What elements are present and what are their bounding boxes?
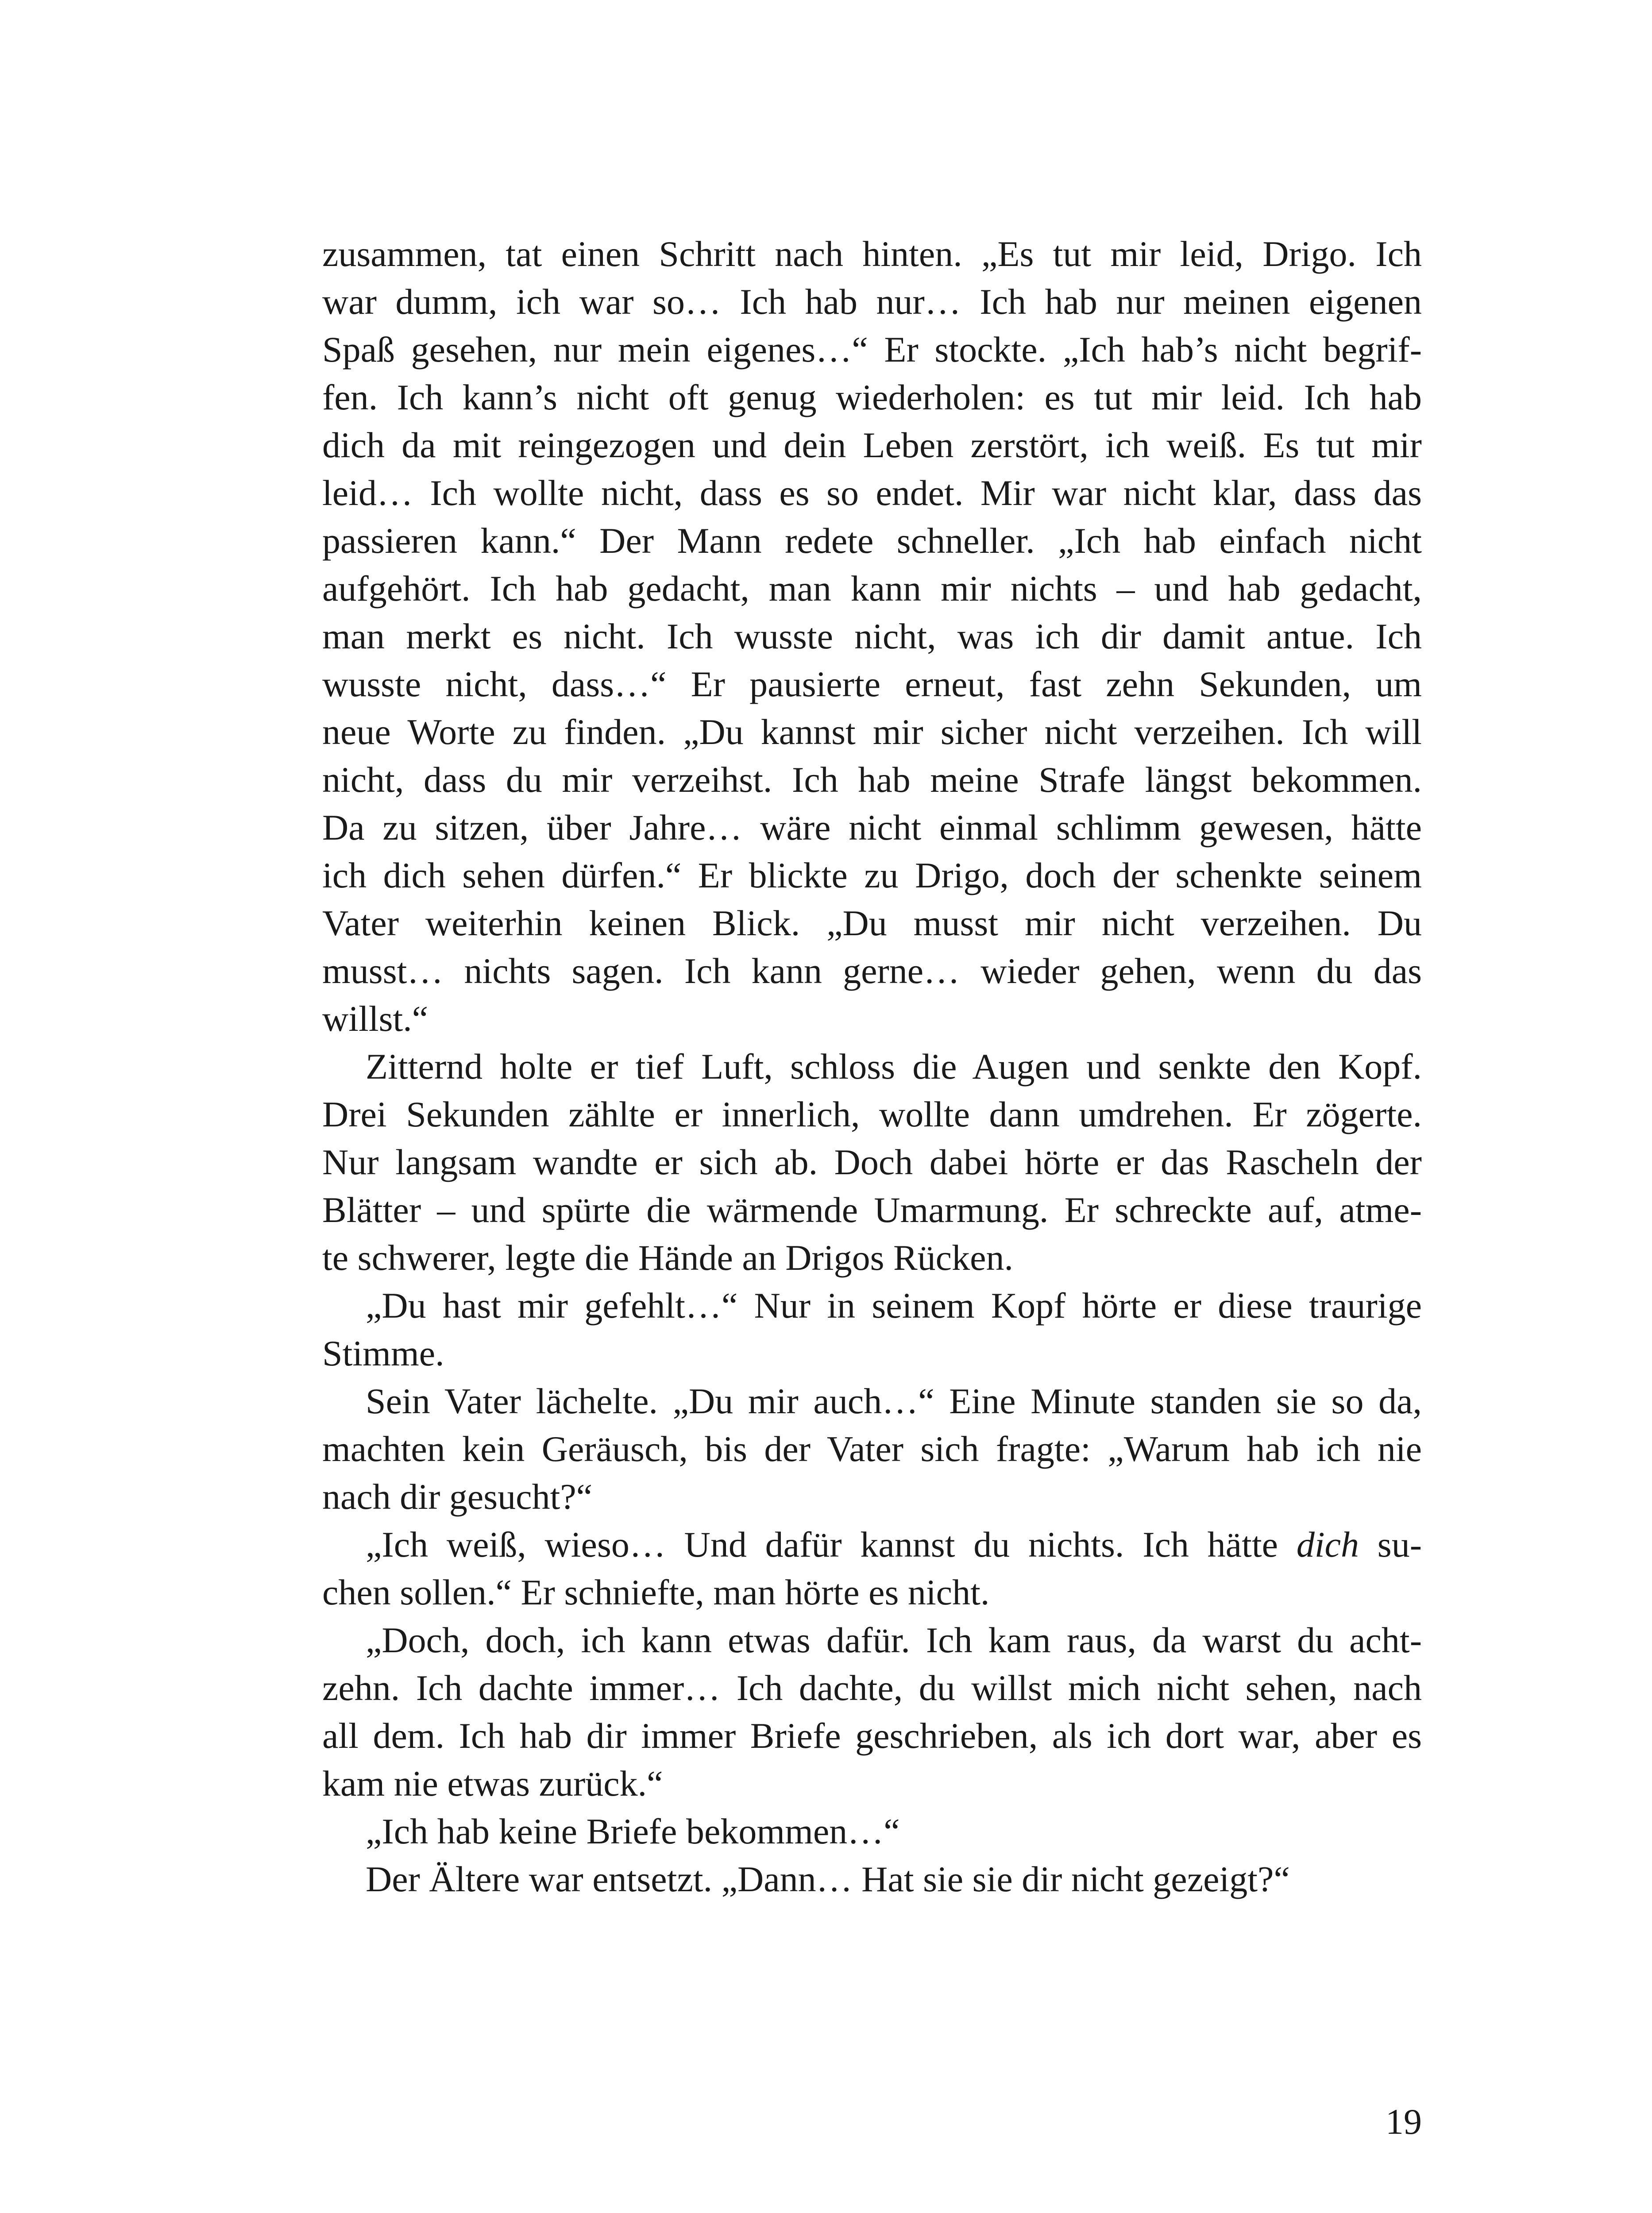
text-line: fen. Ich kann’s nicht oft genug wiederholen: es tut mir leid. Ich hab xyxy=(322,377,1422,417)
text-line: Der Ältere war entsetzt. „Dann… Hat sie sie dir nicht gezeigt?“ xyxy=(366,1859,1290,1899)
paragraph-6 xyxy=(322,1616,1422,1808)
text-line: chen sollen.“ Er schniefte, man hörte es nicht. xyxy=(322,1572,990,1612)
text-line: passieren kann.“ Der Mann redete schneller. „Ich hab einfach nicht xyxy=(322,520,1422,561)
text-fragment: su- xyxy=(1359,1524,1422,1565)
page-number: 19 xyxy=(1386,2101,1422,2142)
text-line: war dumm, ich war so… Ich hab nur… Ich hab nur meinen eigenen xyxy=(322,281,1422,322)
text-line: Stimme. xyxy=(322,1333,444,1373)
text-line: zehn. Ich dachte immer… Ich dachte, du willst mich nicht sehen, nach xyxy=(322,1668,1422,1708)
paragraph-1 xyxy=(322,230,1422,1043)
paragraph-7 xyxy=(322,1808,1422,1855)
text-line: dich da mit reingezogen und dein Leben zerstört, ich weiß. Es tut mir xyxy=(322,425,1422,465)
text-line: „Doch, doch, ich kann etwas dafür. Ich kam raus, da warst du acht- xyxy=(366,1620,1422,1660)
text-line: wusste nicht, dass…“ Er pausierte erneut, fast zehn Sekunden, um xyxy=(322,664,1422,704)
text-line: Da zu sitzen, über Jahre… wäre nicht einmal schlimm gewesen, hätte xyxy=(322,807,1422,848)
text-line: kam nie etwas zurück.“ xyxy=(322,1763,663,1804)
text-line: Blätter – und spürte die wärmende Umarmung. Er schreckte auf, atme- xyxy=(322,1190,1422,1230)
text-line xyxy=(322,1521,1422,1569)
text-line: te schwerer, legte die Hände an Drigos Rücken. xyxy=(322,1238,1013,1278)
paragraph-3 xyxy=(322,1282,1422,1377)
text-line: musst… nichts sagen. Ich kann gerne… wieder gehen, wenn du das xyxy=(322,951,1422,991)
text-line: man merkt es nicht. Ich wusste nicht, was ich dir damit antue. Ich xyxy=(322,616,1422,656)
text-line: willst.“ xyxy=(322,999,428,1039)
paragraph-8 xyxy=(322,1855,1422,1903)
italic-word: dich xyxy=(1296,1524,1359,1565)
text-line: Zitternd holte er tief Luft, schloss die Augen und senkte den Kopf. xyxy=(366,1046,1422,1087)
text-line: leid… Ich wollte nicht, dass es so endet. Mir war nicht klar, dass das xyxy=(322,473,1422,513)
text-fragment: „Ich weiß, wieso… Und dafür kannst du nichts. Ich hätte xyxy=(366,1524,1297,1565)
text-line: neue Worte zu finden. „Du kannst mir sicher nicht verzeihen. Ich will xyxy=(322,712,1422,752)
text-line: all dem. Ich hab dir immer Briefe geschrieben, als ich dort war, aber es xyxy=(322,1716,1422,1756)
text-line: zusammen, tat einen Schritt nach hinten. „Es tut mir leid, Drigo. Ich xyxy=(322,234,1422,274)
text-line: Spaß gesehen, nur mein eigenes…“ Er stockte. „Ich hab’s nicht begrif- xyxy=(322,329,1422,370)
paragraph-5 xyxy=(322,1521,1422,1616)
paragraph-4 xyxy=(322,1377,1422,1521)
text-line: Drei Sekunden zählte er innerlich, wollte dann umdrehen. Er zögerte. xyxy=(322,1094,1422,1134)
text-line: nicht, dass du mir verzeihst. Ich hab meine Strafe längst bekommen. xyxy=(322,760,1422,800)
text-line: machten kein Geräusch, bis der Vater sich fragte: „Warum hab ich nie xyxy=(322,1429,1422,1469)
text-line: „Ich hab keine Briefe bekommen…“ xyxy=(366,1811,900,1851)
text-line: ich dich sehen dürfen.“ Er blickte zu Drigo, doch der schenkte seinem xyxy=(322,855,1422,895)
paragraph-2 xyxy=(322,1043,1422,1282)
text-line: Nur langsam wandte er sich ab. Doch dabei hörte er das Rascheln der xyxy=(322,1142,1422,1182)
text-line: nach dir gesucht?“ xyxy=(322,1477,593,1517)
body-text xyxy=(322,230,1422,1903)
text-line: Vater weiterhin keinen Blick. „Du musst mir nicht verzeihen. Du xyxy=(322,903,1422,943)
text-line: Sein Vater lächelte. „Du mir auch…“ Eine Minute standen sie so da, xyxy=(366,1381,1422,1421)
text-line: „Du hast mir gefehlt…“ Nur in seinem Kopf hörte er diese traurige xyxy=(366,1285,1422,1326)
text-line: aufgehört. Ich hab gedacht, man kann mir nichts – und hab gedacht, xyxy=(322,568,1422,609)
